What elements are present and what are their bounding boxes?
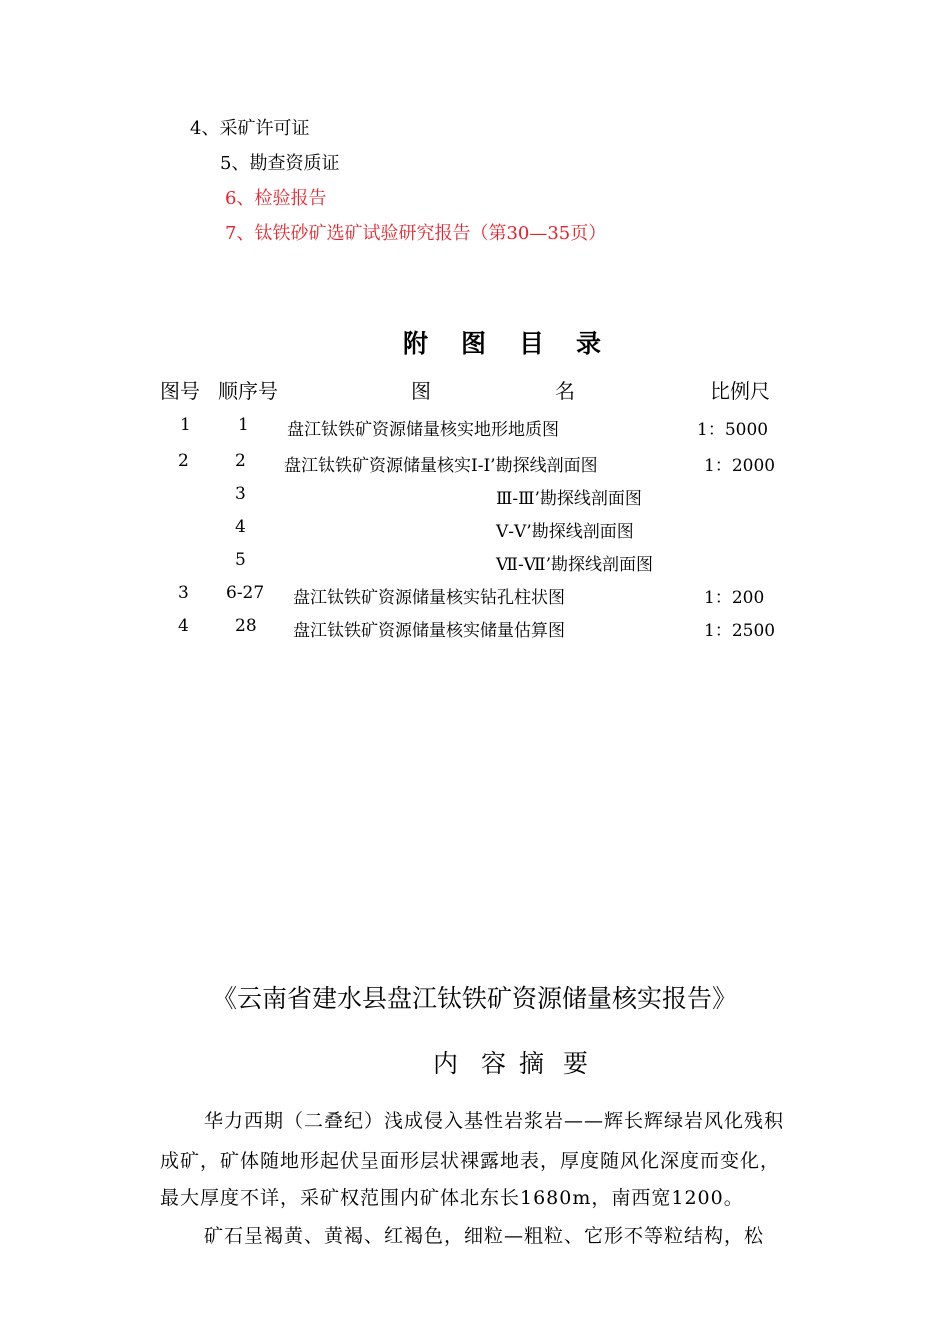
cell-seq: 2 (235, 451, 246, 471)
cell-name: 盘江钛铁矿资源储量核实地形地质图 (287, 420, 559, 440)
cell-scale: 1：200 (704, 588, 765, 608)
cell-seq: 28 (235, 616, 257, 636)
paragraph-line: 矿石呈褐黄、黄褐、红褐色，细粒—粗粒、它形不等粒结构，松 (204, 1225, 765, 1247)
header-name-a: 图 (411, 379, 431, 403)
cell-scale: 1：2500 (704, 621, 776, 641)
cell-seq: 5 (235, 550, 246, 570)
cell-fig: 4 (178, 616, 189, 636)
cell-fig: 2 (178, 451, 189, 471)
list-item-beneficiation-report: 7、钛铁砂矿选矿试验研究报告（第30—35页） (225, 223, 607, 244)
cell-name: Ⅲ-Ⅲ’勘探线剖面图 (496, 489, 642, 509)
list-item-qualification: 5、勘查资质证 (220, 153, 340, 174)
subtitle-char: 容 (481, 1049, 507, 1078)
list-item-inspection-report: 6、检验报告 (225, 188, 327, 209)
subtitle-char: 要 (563, 1049, 589, 1078)
subtitle-char: 内 (433, 1049, 459, 1078)
cell-name: Ⅶ-Ⅶ’勘探线剖面图 (496, 555, 654, 575)
heading-char: 图 (461, 329, 489, 358)
heading-char: 附 (403, 329, 431, 358)
cell-fig: 1 (180, 415, 191, 435)
cell-seq: 4 (235, 517, 246, 537)
subtitle-char: 摘 (519, 1049, 545, 1078)
heading-char: 录 (576, 329, 604, 358)
header-name-b: 名 (555, 379, 575, 403)
cell-fig: 3 (178, 583, 189, 603)
cell-seq: 6-27 (226, 583, 265, 603)
cell-name: 盘江钛铁矿资源储量核实Ⅰ-Ⅰ’勘探线剖面图 (284, 456, 598, 476)
cell-name: 盘江钛铁矿资源储量核实储量估算图 (293, 621, 565, 641)
paragraph-line: 成矿，矿体随地形起伏呈面形层状裸露地表，厚度随风化深度而变化， (160, 1150, 781, 1172)
report-title: 《云南省建水县盘江钛铁矿资源储量核实报告》 (212, 984, 738, 1013)
heading-char: 目 (519, 329, 547, 358)
header-scale: 比例尺 (710, 379, 770, 403)
paragraph-line: 华力西期（二叠纪）浅成侵入基性岩浆岩——辉长辉绿岩风化残积 (204, 1110, 785, 1132)
cell-scale: 1：2000 (704, 456, 776, 476)
header-fig-no: 图号 (160, 379, 200, 403)
cell-name: Ⅴ-Ⅴ’勘探线剖面图 (496, 522, 634, 542)
cell-seq: 3 (235, 484, 246, 504)
cell-name: 盘江钛铁矿资源储量核实钻孔柱状图 (293, 588, 565, 608)
header-seq-no: 顺序号 (218, 379, 278, 403)
cell-scale: 1：5000 (697, 420, 769, 440)
cell-seq: 1 (238, 415, 249, 435)
list-item-mining-license: 4、采矿许可证 (190, 118, 310, 139)
paragraph-line: 最大厚度不详，采矿权范围内矿体北东长1680m，南西宽1200。 (160, 1187, 744, 1209)
